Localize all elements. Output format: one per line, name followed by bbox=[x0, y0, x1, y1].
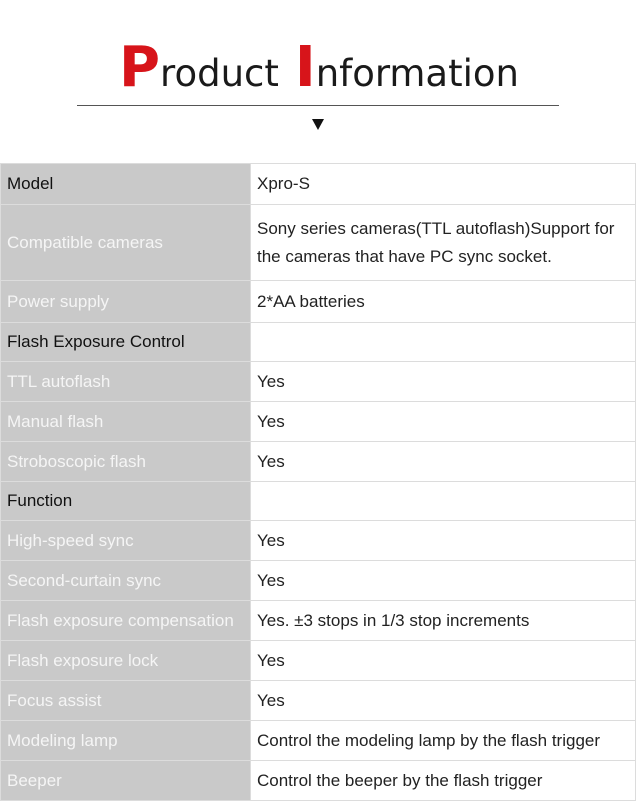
table-row bbox=[1, 601, 636, 641]
spec-value: Yes bbox=[251, 521, 636, 561]
spec-label: Second-curtain sync bbox=[1, 561, 251, 601]
section-header bbox=[0, 0, 638, 160]
spec-label: Focus assist bbox=[1, 681, 251, 721]
table-section-row bbox=[1, 482, 636, 521]
spec-value: Yes bbox=[251, 681, 636, 721]
table-row bbox=[1, 281, 636, 323]
spec-value: Yes bbox=[251, 442, 636, 482]
section-label: Function bbox=[1, 482, 251, 521]
spec-value: Control the modeling lamp by the flash trigger bbox=[251, 721, 636, 761]
spec-label: Compatible cameras bbox=[1, 205, 251, 281]
spec-value: Yes. ±3 stops in 1/3 stop increments bbox=[251, 601, 636, 641]
spec-label: Modeling lamp bbox=[1, 721, 251, 761]
title-initial-i: I bbox=[294, 35, 316, 100]
spec-label: High-speed sync bbox=[1, 521, 251, 561]
spec-value: Xpro-S bbox=[251, 164, 636, 205]
spec-value: Sony series cameras(TTL autoflash)Support for the cameras that have PC sync socket. bbox=[251, 205, 636, 281]
title-divider bbox=[77, 105, 559, 106]
spec-label: Power supply bbox=[1, 281, 251, 323]
spec-label: Flash exposure compensation bbox=[1, 601, 251, 641]
table-row bbox=[1, 561, 636, 601]
title-word-nformation: nformation bbox=[315, 52, 519, 95]
table-row bbox=[1, 761, 636, 801]
table-row bbox=[1, 521, 636, 561]
spec-value: Yes bbox=[251, 561, 636, 601]
table-row bbox=[1, 205, 636, 281]
spec-value: 2*AA batteries bbox=[251, 281, 636, 323]
spec-value: Yes bbox=[251, 402, 636, 442]
spec-label: TTL autoflash bbox=[1, 362, 251, 402]
table-row bbox=[1, 442, 636, 482]
section-title bbox=[0, 35, 638, 104]
spec-label: Beeper bbox=[1, 761, 251, 801]
table-row bbox=[1, 681, 636, 721]
section-value bbox=[251, 482, 636, 521]
spec-label: Flash exposure lock bbox=[1, 641, 251, 681]
spec-label: Stroboscopic flash bbox=[1, 442, 251, 482]
triangle-down-icon bbox=[312, 119, 324, 130]
spec-table bbox=[0, 163, 636, 801]
table-row bbox=[1, 641, 636, 681]
spec-value: Control the beeper by the flash trigger bbox=[251, 761, 636, 801]
section-value bbox=[251, 323, 636, 362]
spec-value: Yes bbox=[251, 362, 636, 402]
title-initial-p: P bbox=[119, 35, 161, 100]
title-word-roduct: roduct bbox=[160, 52, 279, 95]
table-row bbox=[1, 402, 636, 442]
table-row bbox=[1, 362, 636, 402]
section-label: Flash Exposure Control bbox=[1, 323, 251, 362]
table-row bbox=[1, 164, 636, 205]
spec-label: Model bbox=[1, 164, 251, 205]
spec-label: Manual flash bbox=[1, 402, 251, 442]
table-section-row bbox=[1, 323, 636, 362]
spec-value: Yes bbox=[251, 641, 636, 681]
table-row bbox=[1, 721, 636, 761]
